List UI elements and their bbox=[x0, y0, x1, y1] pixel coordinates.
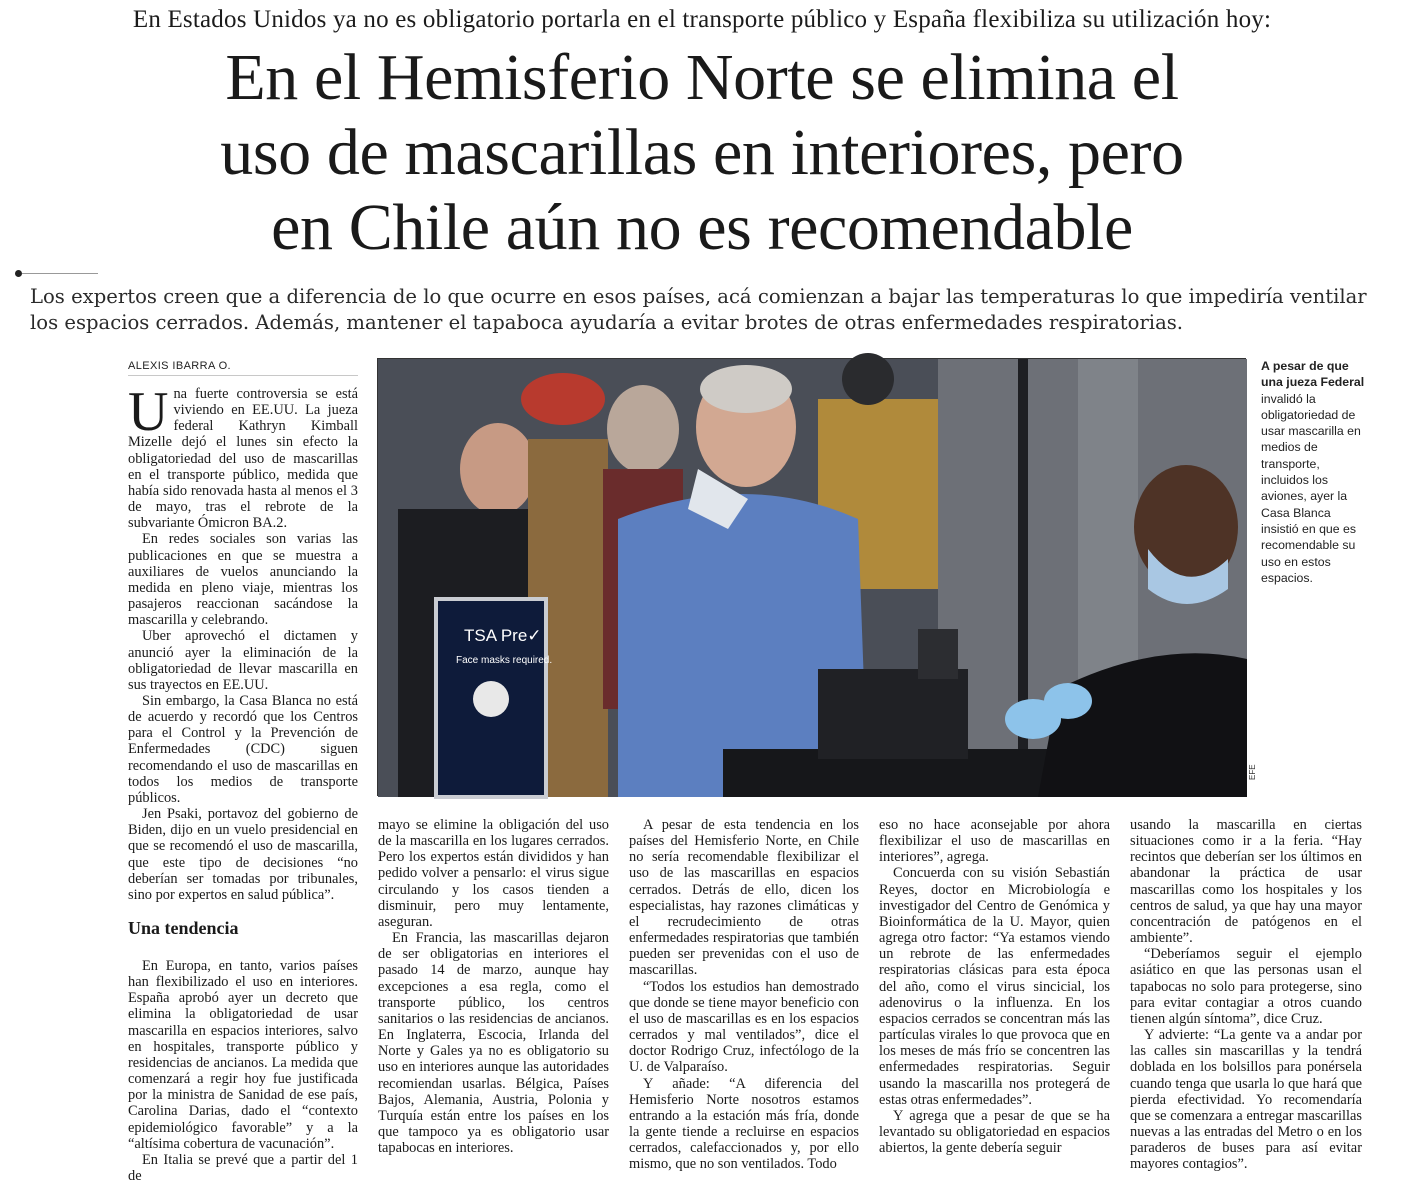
headline-line: en Chile aún no es recomendable bbox=[271, 191, 1133, 264]
paragraph: En redes sociales son varias las publicaciones en que se muestra a auxiliares de vuelos anunciando la medida en pleno viaje, mientras los pasajeros reaccionan sacándose la mascarilla y celebrando. bbox=[128, 531, 358, 629]
article-deck: Los expertos creen que a diferencia de lo que ocurre en esos países, acá comienzan a bajar las temperaturas lo que impediría ventilar los espacios cerrados. Además, mantener el tapaboca ayudaría a evitar brotes de otras enfermedades respiratorias. bbox=[30, 285, 1367, 334]
paragraph: Uber aprovechó el dictamen y anunció ayer la eliminación de la obligatoriedad de llevar mascarilla en sus trayectos en EE.UU. bbox=[128, 628, 358, 693]
sign-text: Face masks required. bbox=[456, 655, 553, 666]
paragraph: Y agrega que a pesar de que se ha levantado su obligatoriedad en espacios abiertos, la gente debería seguir bbox=[879, 1107, 1110, 1157]
caption-lead: A pesar de que una jueza Federal bbox=[1261, 359, 1365, 390]
headline-line: En el Hemisferio Norte se elimina el bbox=[225, 41, 1179, 114]
paragraph: Jen Psaki, portavoz del gobierno de Biden, dijo en un vuelo presidencial en que se recomendó el uso de mascarilla, que este tipo de decisiones “no deberían ser tomadas por tribunales, sino por expertos en salud pública”. bbox=[128, 806, 358, 903]
byline-rule bbox=[128, 375, 358, 376]
article-column-3 bbox=[629, 817, 859, 1173]
paragraph: Concuerda con su visión Sebastián Reyes, doctor en Microbiología e investigador del Centro de Genómica y Bioinformática de la U. Mayor, quien agrega otro factor: “Ya estamos viendo un rebrote de las enfermedades respiratorias clásicas para esta época del año, como el virus sincicial, los adenovirus o la influenza. En los espacios cerrados se concentran más las partículas virales lo que provoca que en los meses de más frío se concentren las enfermedades respiratorias. Seguir usando la mascarilla nos protegerá de estas otras enfermedades”. bbox=[879, 865, 1110, 1108]
article-photo bbox=[377, 358, 1246, 796]
drop-cap: U bbox=[128, 381, 169, 443]
paragraph: En Italia se prevé que a partir del 1 de bbox=[128, 1151, 358, 1185]
section-subhead: Una tendencia bbox=[128, 918, 239, 938]
airport-scene-illustration bbox=[378, 359, 1247, 797]
byline: ALEXIS IBARRA O. bbox=[128, 360, 231, 372]
headline-line: uso de mascarillas en interiores, pero bbox=[220, 116, 1184, 189]
sign-brand: TSA Pre✓ bbox=[464, 626, 542, 645]
paragraph: “Todos los estudios han demostrado que donde se tiene mayor beneficio con el uso de mascarillas es en los espacios cerrados y mal ventilados”, dice el doctor Rodrigo Cruz, infectólogo de la U. de Valparaíso. bbox=[629, 978, 859, 1076]
article-column-1 bbox=[128, 381, 358, 1185]
paragraph: Y añade: “A diferencia del Hemisferio Norte nosotros estamos entrando a la estación más fría, donde la gente tiende a recluirse en espacios cerrados, calefaccionados y, por ello mismo, que no son ventilados. Todo bbox=[629, 1075, 859, 1173]
photo-credit: EFE bbox=[1248, 764, 1257, 780]
paragraph: usando la mascarilla en ciertas situaciones como ir a la feria. “Hay recintos que deberían ser los últimos en abandonar la práctica de usar mascarillas como los hospitales y los centros de salud, ya que hay una mayor concentración de patógenos en el ambiente”. bbox=[1130, 817, 1362, 947]
paragraph: En Europa, en tanto, varios países han flexibilizado el uso en interiores. España aprobó ayer un decreto que elimina la obligatoriedad de usar mascarilla en espacios interiores, salvo en hospitales, transporte público y residencias de ancianos. La medida que comenzará a regir hoy fue justificada por la ministra de Sanidad de ese país, Carolina Darias, dado el “contexto epidemiológico favorable” y a la “altísima cobertura de vacunación”. bbox=[128, 958, 358, 1152]
article-column-4 bbox=[879, 817, 1110, 1167]
article-column-2 bbox=[378, 817, 609, 1167]
caption-text: invalidó la obligatoriedad de usar mascarilla en medios de transporte, incluidos los aviones, ayer la Casa Blanca insistió en que es recomendable su uso en estos espacios. bbox=[1261, 391, 1361, 585]
divider-line bbox=[22, 273, 98, 274]
divider-dot bbox=[15, 270, 22, 277]
photo-caption bbox=[1261, 358, 1365, 586]
paragraph: mayo se elimine la obligación del uso de la mascarilla en los lugares cerrados. Pero los expertos están divididos y han pedido volver a pensarlo: el virus sigue circulando y los casos tienden a disminuir, pero muy lentamente, aseguran. bbox=[378, 817, 609, 930]
paragraph: Y advierte: “La gente va a andar por las calles sin mascarillas y la tendrá doblada en los bolsillos para ponérsela cuando tenga que usarla lo que hará que pierda efectividad. Yo recomendaría que se comenzara a entregar mascarillas nuevas a las entradas del Metro o en los paraderos de buses para así evitar mayores contagios”. bbox=[1130, 1027, 1362, 1173]
article-headline bbox=[40, 40, 1364, 265]
article-kicker: En Estados Unidos ya no es obligatorio portarla en el transporte público y España flexibiliza su utilización hoy: bbox=[132, 6, 1272, 33]
paragraph: Sin embargo, la Casa Blanca no está de acuerdo y recordó que los Centros para el Control y la Prevención de Enfermedades (CDC) siguen recomendando el uso de mascarillas en todos los medios de transporte públicos. bbox=[128, 692, 358, 806]
paragraph: “Deberíamos seguir el ejemplo asiático en que las personas usan el tapabocas no solo para protegerse, sino para evitar contagiar a otros cuando tienen algún síntoma”, dice Cruz. bbox=[1130, 946, 1362, 1027]
paragraph: En Francia, las mascarillas dejaron de ser obligatorias en interiores el pasado 14 de marzo, aunque hay excepciones a esa regla, como el transporte público, los centros sanitarios o las residencias de ancianos. En Inglaterra, Escocia, Irlanda del Norte y Gales ya no es obligatorio su uso en interiores aunque las autoridades recomiendan usarlas. Bélgica, Países Bajos, Alemania, Austria, Polonia y Turquía están entre los países en los que tampoco ya es obligatorio usar tapabocas en interiores. bbox=[378, 930, 609, 1157]
paragraph: eso no hace aconsejable por ahora flexibilizar el uso de mascarillas en interiores”, agrega. bbox=[879, 817, 1110, 866]
article-column-5 bbox=[1130, 817, 1362, 1173]
paragraph: Una fuerte controversia se está viviendo en EE.UU. La jueza federal Kathryn Kimball Mizelle dejó el lunes sin efecto la obligatoriedad del uso de mascarillas en el transporte público, medida que había sido renovada hasta al menos el 3 de mayo, tras el rebrote de la subvariante Ómicron BA.2. bbox=[128, 381, 358, 532]
paragraph: A pesar de esta tendencia en los países del Hemisferio Norte, en Chile no sería recomendable flexibilizar el uso de las mascarillas en espacios cerrados. Detrás de ello, dicen los especialistas, hay razones climáticas y el recrudecimiento de otras enfermedades respiratorias que también pueden ser prevenidas con el uso de mascarillas. bbox=[629, 817, 859, 979]
